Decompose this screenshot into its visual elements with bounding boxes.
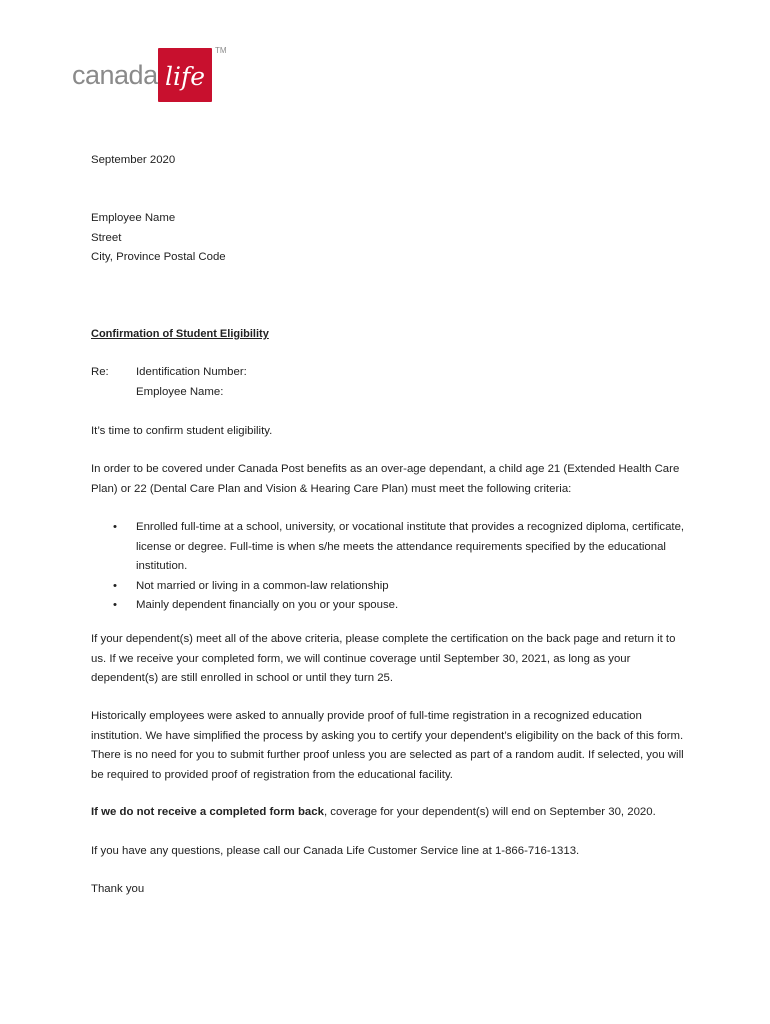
list-item: [91, 577, 691, 597]
criteria-intro-paragraph: In order to be covered under Canada Post benefits as an over-age dependant, a child age 21 (Extended Health Care Plan) or 22 (Dental Care Plan and Vision & Hearing Care Plan) must meet the following criteria:: [91, 463, 680, 495]
employee-name-label: Employee Name:: [136, 385, 224, 398]
warning-bold-text: If we do not receive a completed form back: [91, 806, 324, 818]
criteria-text: Enrolled full-time at a school, university, or vocational institute that provides a recognized diploma, certificate, license or degree. Full-time is when s/he meets the attendance requirements specified by the educational institution.: [136, 521, 685, 572]
reference-lines: [136, 363, 536, 402]
logo-wordmark: canada: [72, 60, 158, 90]
address-line: City, Province Postal Code: [91, 251, 226, 263]
bullet-icon: •: [113, 579, 117, 592]
identification-number-label: Identification Number:: [136, 366, 247, 378]
intro-paragraph: It’s time to confirm student eligibility.: [91, 425, 273, 437]
certification-paragraph: If your dependent(s) meet all of the above criteria, please complete the certification on the back page and return it to us. If we receive your completed form, we will continue coverage until September 30, 2021, as long as your dependent(s) are still enrolled in school or until they turn 25.: [91, 633, 676, 684]
bullet-icon: •: [113, 599, 117, 611]
letter-subject: Confirmation of Student Eligibility: [91, 328, 269, 340]
history-paragraph: Historically employees were asked to annually provide proof of full-time registration in a recognized education institution. We have simplified the process by asking you to certify your dependent’s eligibility on the back of this form. There is no need for you to submit further proof unless you are selected as part of a random audit. If selected, you will be required to provided proof of registration from the educational facility.: [91, 710, 684, 781]
address-line: Employee Name: [91, 212, 176, 224]
logo-trademark: TM: [215, 46, 227, 55]
criteria-text: Not married or living in a common-law relationship: [136, 579, 389, 592]
logo-life-text: life: [164, 62, 206, 91]
logo-red-box: [158, 48, 212, 102]
criteria-list: [91, 518, 691, 616]
questions-paragraph: If you have any questions, please call our Canada Life Customer Service line at 1-866-716-1313.: [91, 845, 580, 857]
warning-paragraph: [91, 803, 691, 823]
list-item: [91, 596, 691, 616]
warning-rest-text: , coverage for your dependent(s) will end on September 30, 2020.: [323, 806, 656, 818]
closing-thanks: Thank you: [91, 883, 145, 895]
criteria-text: Mainly dependent financially on you or your spouse.: [136, 599, 399, 611]
canada-life-logo: [72, 46, 232, 106]
list-item: [91, 518, 691, 577]
re-label: Re:: [91, 366, 109, 378]
letter-date: September 2020: [91, 154, 176, 166]
bullet-icon: •: [113, 521, 117, 533]
address-line: Street: [91, 231, 122, 244]
recipient-address: [91, 209, 691, 268]
